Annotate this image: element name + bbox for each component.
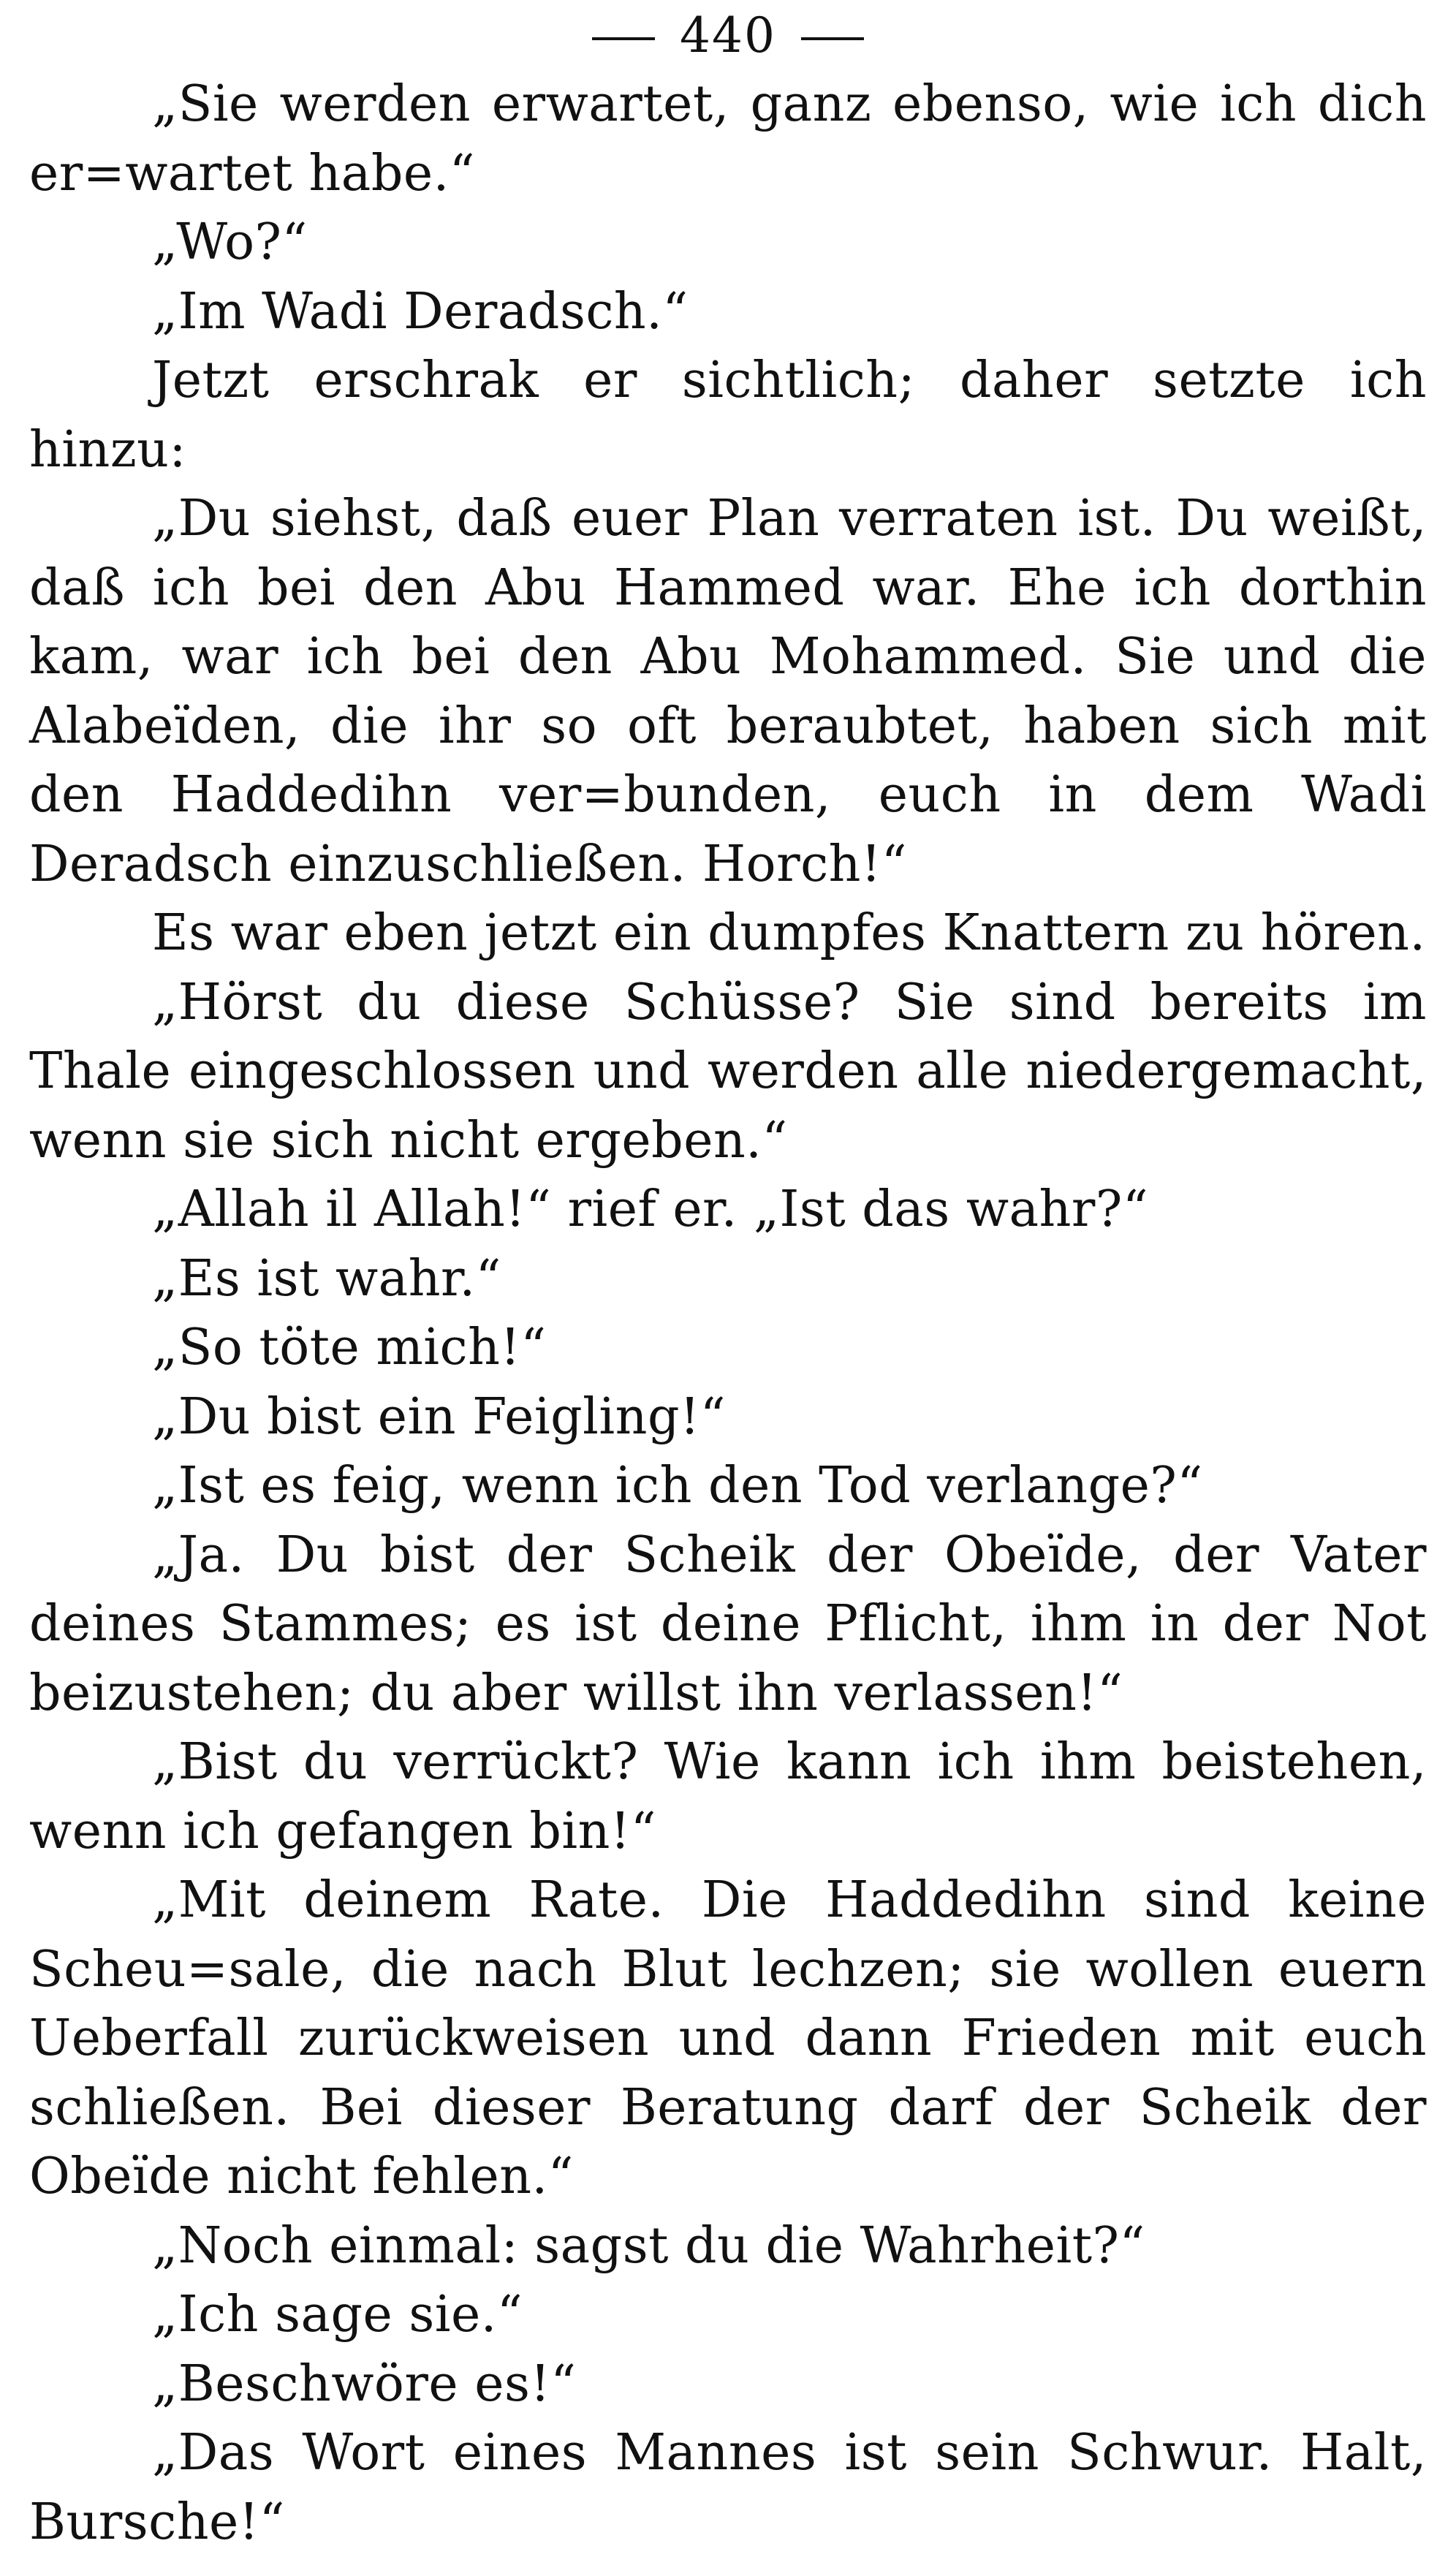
body-text bbox=[29, 70, 1427, 2557]
header-dash-right bbox=[801, 37, 864, 40]
paragraph: „Du siehst, daß euer Plan verraten ist. Du weißt, daß ich bei den Abu Hammed war. Ehe ich dorthin kam, war ich bei den Abu Mohammed. Sie und die Alabeïden, die ihr so oft beraubtet, haben sich mit den Haddedihn ver=bunden, euch in dem Wadi Deradsch einzuschließen. Horch!“ bbox=[29, 490, 1427, 893]
paragraph: „Ist es feig, wenn ich den Tod verlange?“ bbox=[152, 1457, 1203, 1515]
paragraph: „Hörst du diese Schüsse? Sie sind bereits im Thale eingeschlossen und werden alle niedergemacht, wenn sie sich nicht ergeben.“ bbox=[29, 973, 1427, 1170]
paragraph: „Beschwöre es!“ bbox=[152, 2355, 577, 2413]
paragraph: „Wo?“ bbox=[152, 213, 308, 271]
page-header bbox=[29, 0, 1427, 70]
paragraph: „Bist du verrückt? Wie kann ich ihm beistehen, wenn ich gefangen bin!“ bbox=[29, 1733, 1427, 1860]
book-page bbox=[29, 0, 1427, 2551]
paragraph: „Ja. Du bist der Scheik der Obeïde, der Vater deines Stammes; es ist deine Pflicht, ihm in der Not beizustehen; du aber willst ihn verlassen!“ bbox=[29, 1526, 1427, 1722]
paragraph: „Mit deinem Rate. Die Haddedihn sind keine Scheu=sale, die nach Blut lechzen; sie wollen euern Ueberfall zurückweisen und dann Frieden mit euch schließen. Bei dieser Beratung darf der Scheik der Obeïde nicht fehlen.“ bbox=[29, 1871, 1427, 2205]
paragraph: „Das Wort eines Mannes ist sein Schwur. Halt, Bursche!“ bbox=[29, 2424, 1427, 2551]
page-number: 440 bbox=[680, 7, 776, 64]
paragraph: „Sie werden erwartet, ganz ebenso, wie ich dich er=wartet habe.“ bbox=[29, 75, 1427, 202]
paragraph: „Noch einmal: sagst du die Wahrheit?“ bbox=[152, 2216, 1145, 2275]
paragraph: Jetzt erschrak er sichtlich; daher setzte ich hinzu: bbox=[29, 352, 1427, 479]
paragraph: „So töte mich!“ bbox=[152, 1319, 547, 1376]
paragraph: „Allah il Allah!“ rief er. „Ist das wahr?“ bbox=[152, 1181, 1149, 1238]
header-dash-left bbox=[592, 37, 655, 40]
paragraph: „Im Wadi Deradsch.“ bbox=[152, 282, 689, 341]
paragraph: „Du bist ein Feigling!“ bbox=[152, 1387, 727, 1446]
paragraph: „Es ist wahr.“ bbox=[152, 1249, 501, 1308]
paragraph: Es war eben jetzt ein dumpfes Knattern zu hören. bbox=[152, 904, 1426, 962]
paragraph: „Ich sage sie.“ bbox=[152, 2286, 523, 2344]
